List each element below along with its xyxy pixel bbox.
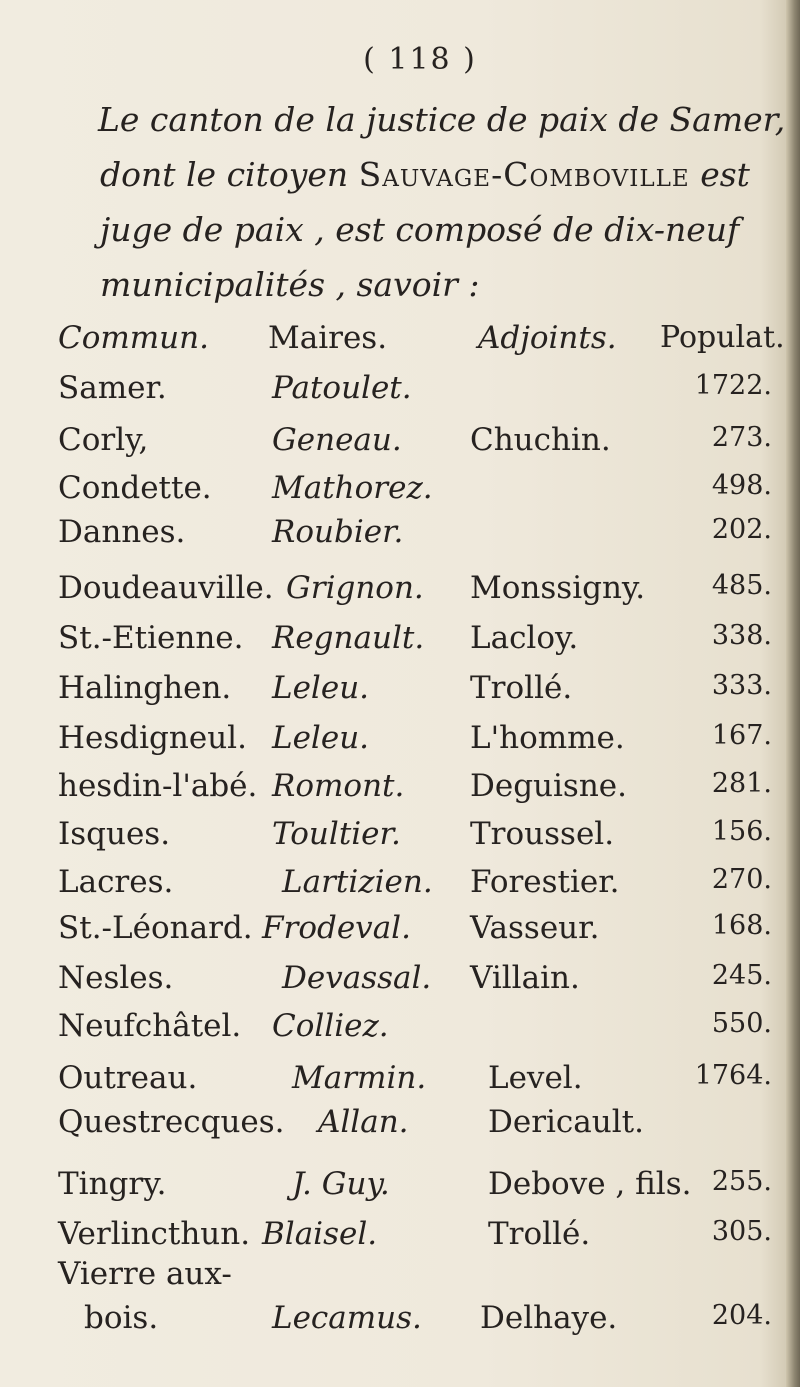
row-maire: Colliez.	[272, 1008, 389, 1044]
row-population: 202.	[711, 514, 772, 545]
table-header	[0, 320, 800, 366]
juge-name: Sauvage-Comboville	[358, 155, 690, 194]
row-commune: Halinghen.	[58, 670, 232, 706]
table-row	[0, 1104, 800, 1150]
row-population: 498.	[711, 470, 772, 501]
row-adjoint: Chuchin.	[470, 422, 611, 458]
row-population: 550.	[711, 1008, 772, 1039]
row-population: 204.	[711, 1300, 772, 1331]
row-maire: Toultier.	[272, 816, 401, 852]
row-commune: Vierre aux-	[58, 1256, 232, 1292]
row-maire: Lartizien.	[282, 864, 433, 900]
row-maire: Patoulet.	[272, 370, 412, 406]
row-population: 1722.	[694, 370, 772, 401]
table-row	[0, 720, 800, 766]
row-maire: Grignon.	[286, 570, 424, 606]
row-commune: Tingry.	[58, 1166, 167, 1202]
row-commune: Neufchâtel.	[58, 1008, 242, 1044]
row-adjoint: Vasseur.	[470, 910, 600, 946]
table-row	[0, 768, 800, 814]
row-commune: St.-Léonard.	[58, 910, 253, 946]
row-population: 305.	[711, 1216, 772, 1247]
row-maire: Blaisel.	[262, 1216, 378, 1252]
intro-line-4: municipalités , savoir :	[100, 265, 480, 304]
row-commune: Nesles.	[58, 960, 174, 996]
table-row	[0, 620, 800, 666]
header-population: Populat.	[660, 320, 785, 355]
row-adjoint: Troussel.	[470, 816, 615, 852]
intro-line-2-end: est	[689, 155, 750, 194]
table-row	[0, 1166, 800, 1212]
table-row	[0, 470, 800, 516]
row-commune: Lacres.	[58, 864, 174, 900]
table-row	[0, 816, 800, 862]
row-commune: Samer.	[58, 370, 167, 406]
row-adjoint: Dericault.	[488, 1104, 644, 1140]
table-row	[0, 570, 800, 616]
table-row	[0, 1300, 800, 1346]
row-commune: St.-Etienne.	[58, 620, 244, 656]
row-population: 167.	[711, 720, 772, 751]
intro-line-1: Le canton de la justice de paix de Samer,	[98, 100, 786, 139]
row-maire: Mathorez.	[272, 470, 433, 506]
row-commune: Verlincthun.	[58, 1216, 251, 1252]
row-population: 333.	[711, 670, 772, 701]
row-maire: Regnault.	[272, 620, 425, 656]
row-adjoint: L'homme.	[470, 720, 625, 756]
row-adjoint: Villain.	[470, 960, 580, 996]
table-row	[0, 422, 800, 468]
row-commune: Corly,	[58, 422, 149, 458]
table-row	[0, 514, 800, 560]
row-maire: Roubier.	[272, 514, 404, 550]
table-row	[0, 1008, 800, 1054]
row-adjoint: Lacloy.	[470, 620, 579, 656]
row-commune: Isques.	[58, 816, 171, 852]
row-maire: Romont.	[272, 768, 405, 804]
row-commune: Outreau.	[58, 1060, 198, 1096]
row-population: 485.	[711, 570, 772, 601]
intro-line-2-start: dont le citoyen	[100, 155, 359, 194]
row-adjoint: Trollé.	[470, 670, 573, 706]
row-maire: Frodeval.	[262, 910, 411, 946]
table-row	[0, 1060, 800, 1106]
header-maire: Maires.	[268, 320, 388, 356]
row-population: 270.	[711, 864, 772, 895]
table-row	[0, 1256, 800, 1302]
header-commune: Commun.	[58, 320, 209, 356]
row-adjoint: Forestier.	[470, 864, 620, 900]
table-row	[0, 910, 800, 956]
row-population: 1764.	[694, 1060, 772, 1091]
row-commune: Dannes.	[58, 514, 186, 550]
table-row	[0, 370, 800, 416]
row-maire: Geneau.	[272, 422, 402, 458]
header-adjoint: Adjoints.	[478, 320, 617, 356]
row-adjoint: Deguisne.	[470, 768, 627, 804]
row-population: 255.	[711, 1166, 772, 1197]
table-row	[0, 864, 800, 910]
table-row	[0, 960, 800, 1006]
row-commune: Condette.	[58, 470, 212, 506]
row-population: 245.	[711, 960, 772, 991]
row-maire: Allan.	[318, 1104, 409, 1140]
table-row	[0, 670, 800, 716]
row-population: 156.	[711, 816, 772, 847]
page-number: ( 118 )	[363, 42, 477, 77]
intro-line-3: juge de paix , est composé de dix-neuf	[100, 210, 740, 249]
row-commune: Doudeauville.	[58, 570, 274, 606]
row-adjoint: Level.	[488, 1060, 583, 1096]
row-adjoint: Debove , fils.	[488, 1166, 692, 1202]
row-maire: Leleu.	[272, 670, 370, 706]
row-maire: J. Guy.	[292, 1166, 390, 1202]
row-commune: bois.	[84, 1300, 159, 1336]
row-adjoint: Delhaye.	[480, 1300, 618, 1336]
row-commune: Hesdigneul.	[58, 720, 247, 756]
row-population: 281.	[711, 768, 772, 799]
row-commune: hesdin-l'abé.	[58, 768, 258, 804]
row-adjoint: Trollé.	[488, 1216, 591, 1252]
row-population: 338.	[711, 620, 772, 651]
row-adjoint: Monssigny.	[470, 570, 646, 606]
row-maire: Devassal.	[282, 960, 432, 996]
row-maire: Lecamus.	[272, 1300, 422, 1336]
row-population: 168.	[711, 910, 772, 941]
row-maire: Leleu.	[272, 720, 370, 756]
row-maire: Marmin.	[292, 1060, 427, 1096]
row-population: 273.	[711, 422, 772, 453]
row-commune: Questrecques.	[58, 1104, 285, 1140]
